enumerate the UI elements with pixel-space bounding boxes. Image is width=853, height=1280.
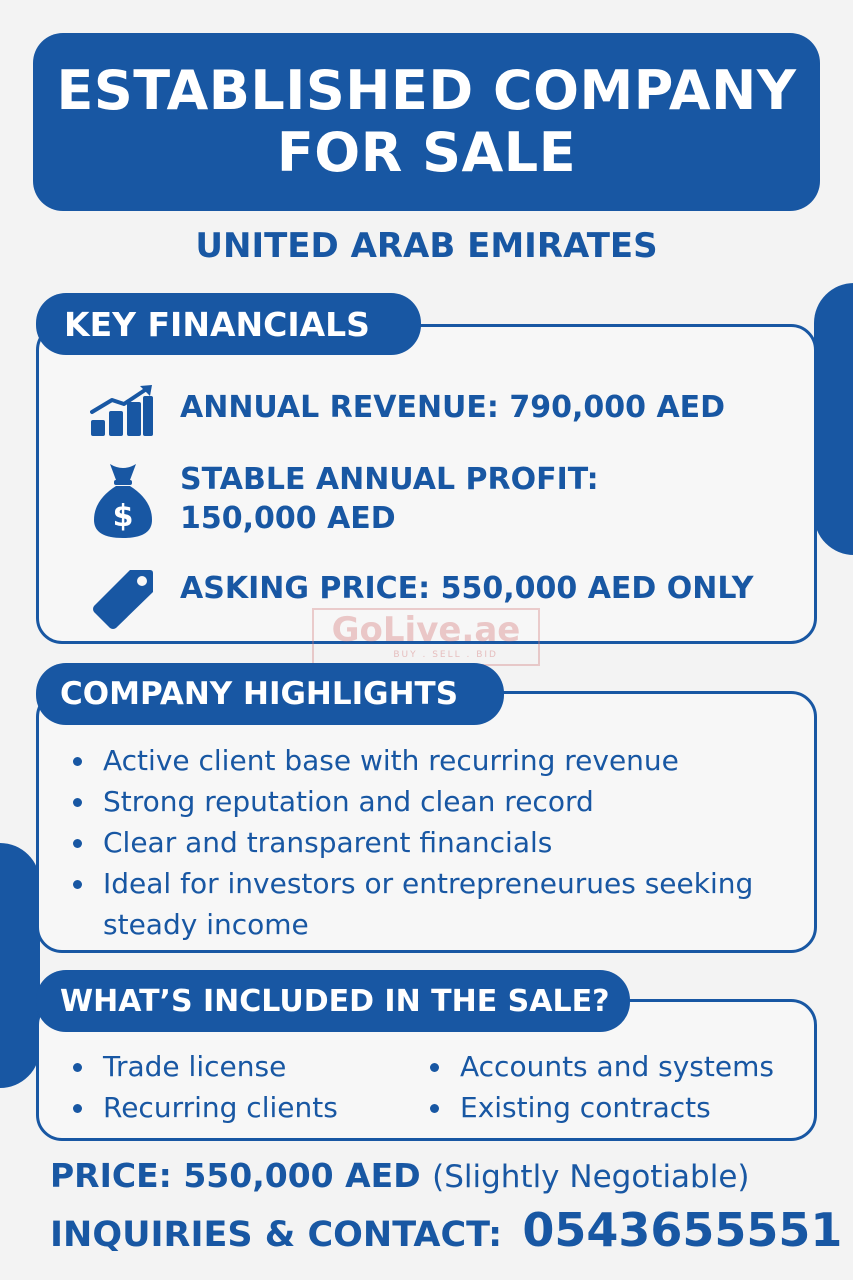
included-item: Recurring clients <box>73 1087 413 1128</box>
decorative-right-tab <box>814 283 853 555</box>
title-banner <box>33 33 820 211</box>
bar-chart-growth-icon <box>90 384 154 438</box>
title-line-1: ESTABLISHED COMPANY <box>56 59 797 122</box>
highlight-item: Ideal for investors or entrepreneurues seeking steady income <box>73 863 783 945</box>
annual-profit-value: 150,000 AED <box>180 501 396 536</box>
watermark-brand: GoLive.ae <box>331 610 521 650</box>
highlight-item: Strong reputation and clean record <box>73 781 783 822</box>
contact-label: INQUIRIES & CONTACT: <box>50 1215 503 1255</box>
included-list-right <box>430 1046 815 1128</box>
location-subtitle: UNITED ARAB EMIRATES <box>195 226 658 266</box>
price-tag-icon <box>90 566 156 630</box>
decorative-left-tab <box>0 843 40 1088</box>
price-line <box>50 1156 750 1195</box>
included-heading <box>36 970 630 1032</box>
included-item: Accounts and systems <box>430 1046 815 1087</box>
highlight-item: Active client base with recurring revenue <box>73 740 783 781</box>
watermark-tagline: BUY . SELL . BID <box>393 650 498 660</box>
highlight-item: Clear and transparent financials <box>73 822 783 863</box>
company-highlights-heading <box>36 663 504 725</box>
included-list-left <box>73 1046 413 1128</box>
key-financials-heading <box>36 293 421 355</box>
company-highlights-heading-text: COMPANY HIGHLIGHTS <box>60 676 459 712</box>
included-item: Trade license <box>73 1046 413 1087</box>
contact-line <box>50 1203 842 1257</box>
title-line-2: FOR SALE <box>276 121 577 184</box>
key-financials-heading-text: KEY FINANCIALS <box>64 304 370 344</box>
golive-watermark <box>312 608 540 666</box>
included-heading-text: WHAT’S INCLUDED IN THE SALE? <box>60 983 610 1019</box>
highlights-list <box>73 740 783 945</box>
asking-price: ASKING PRICE: 550,000 AED ONLY <box>180 571 754 606</box>
money-bag-icon <box>90 460 156 540</box>
annual-revenue: ANNUAL REVENUE: 790,000 AED <box>180 390 726 425</box>
annual-profit-label: STABLE ANNUAL PROFIT: <box>180 462 599 497</box>
svg-text:$: $ <box>112 499 134 534</box>
phone-number[interactable]: 0543655551 <box>522 1203 843 1257</box>
included-item: Existing contracts <box>430 1087 815 1128</box>
price-label: PRICE: 550,000 AED <box>50 1156 421 1195</box>
price-note: (Slightly Negotiable) <box>432 1159 750 1195</box>
